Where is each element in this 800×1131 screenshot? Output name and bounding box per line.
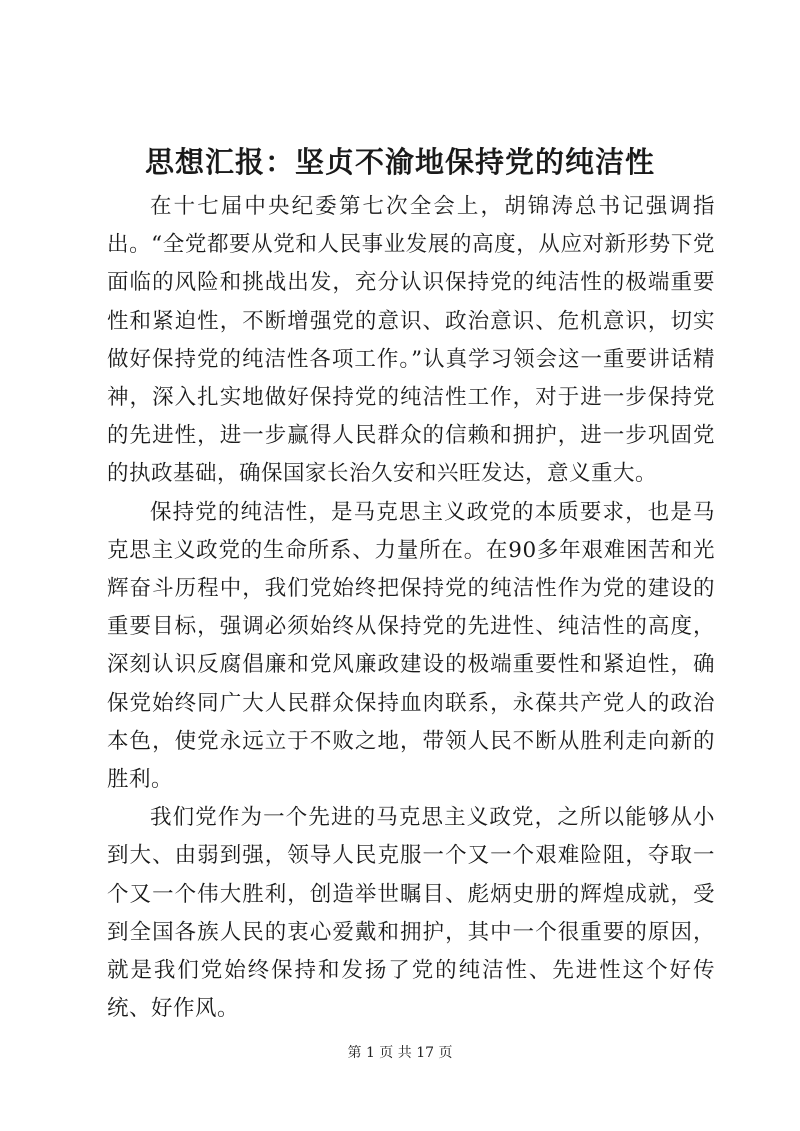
paragraph-1: 在十七届中央纪委第七次全会上，胡锦涛总书记强调指出。“全党都要从党和人民事业发展的高度，从应对新形势下党面临的风险和挑战出发，充分认识保持党的纯洁性的极端重要性和紧迫性，不断增强党的意识、政治意识、危机意识，切实做好保持党的纯洁性各项工作。”认真学习领会这一重要讲话精神，深入扎实地做好保持党的纯洁性工作，对于进一步保持党的先进性，进一步赢得人民群众的信赖和拥护，进一步巩固党的执政基础，确保国家长治久安和兴旺发达，意义重大。	[107, 194, 715, 487]
paragraph-3: 我们党作为一个先进的马克思主义政党，之所以能够从小到大、由弱到强，领导人民克服一个又一个艰难险阻，夺取一个又一个伟大胜利，创造举世瞩目、彪炳史册的辉煌成就，受到全国各族人民的衷心爱戴和拥护，其中一个很重要的原因，就是我们党始终保持和发扬了党的纯洁性、先进性这个好传统、好作风。	[107, 805, 715, 1022]
paragraph-2: 保持党的纯洁性，是马克思主义政党的本质要求，也是马克思主义政党的生命所系、力量所在。在90多年艰难困苦和光辉奋斗历程中，我们党始终把保持党的纯洁性作为党的建设的重要目标，强调必须始终从保持党的先进性、纯洁性的高度，深刻认识反腐倡廉和党风廉政建设的极端重要性和紧迫性，确保党始终同广大人民群众保持血肉联系，永葆共产党人的政治本色，使党永远立于不败之地，带领人民不断从胜利走向新的胜利。	[107, 499, 715, 793]
document-title: 思想汇报：坚贞不渝地保持党的纯洁性	[144, 145, 655, 179]
document-body	[107, 188, 715, 1028]
page-number-footer: 第 1 页 共 17 页	[347, 1045, 453, 1061]
